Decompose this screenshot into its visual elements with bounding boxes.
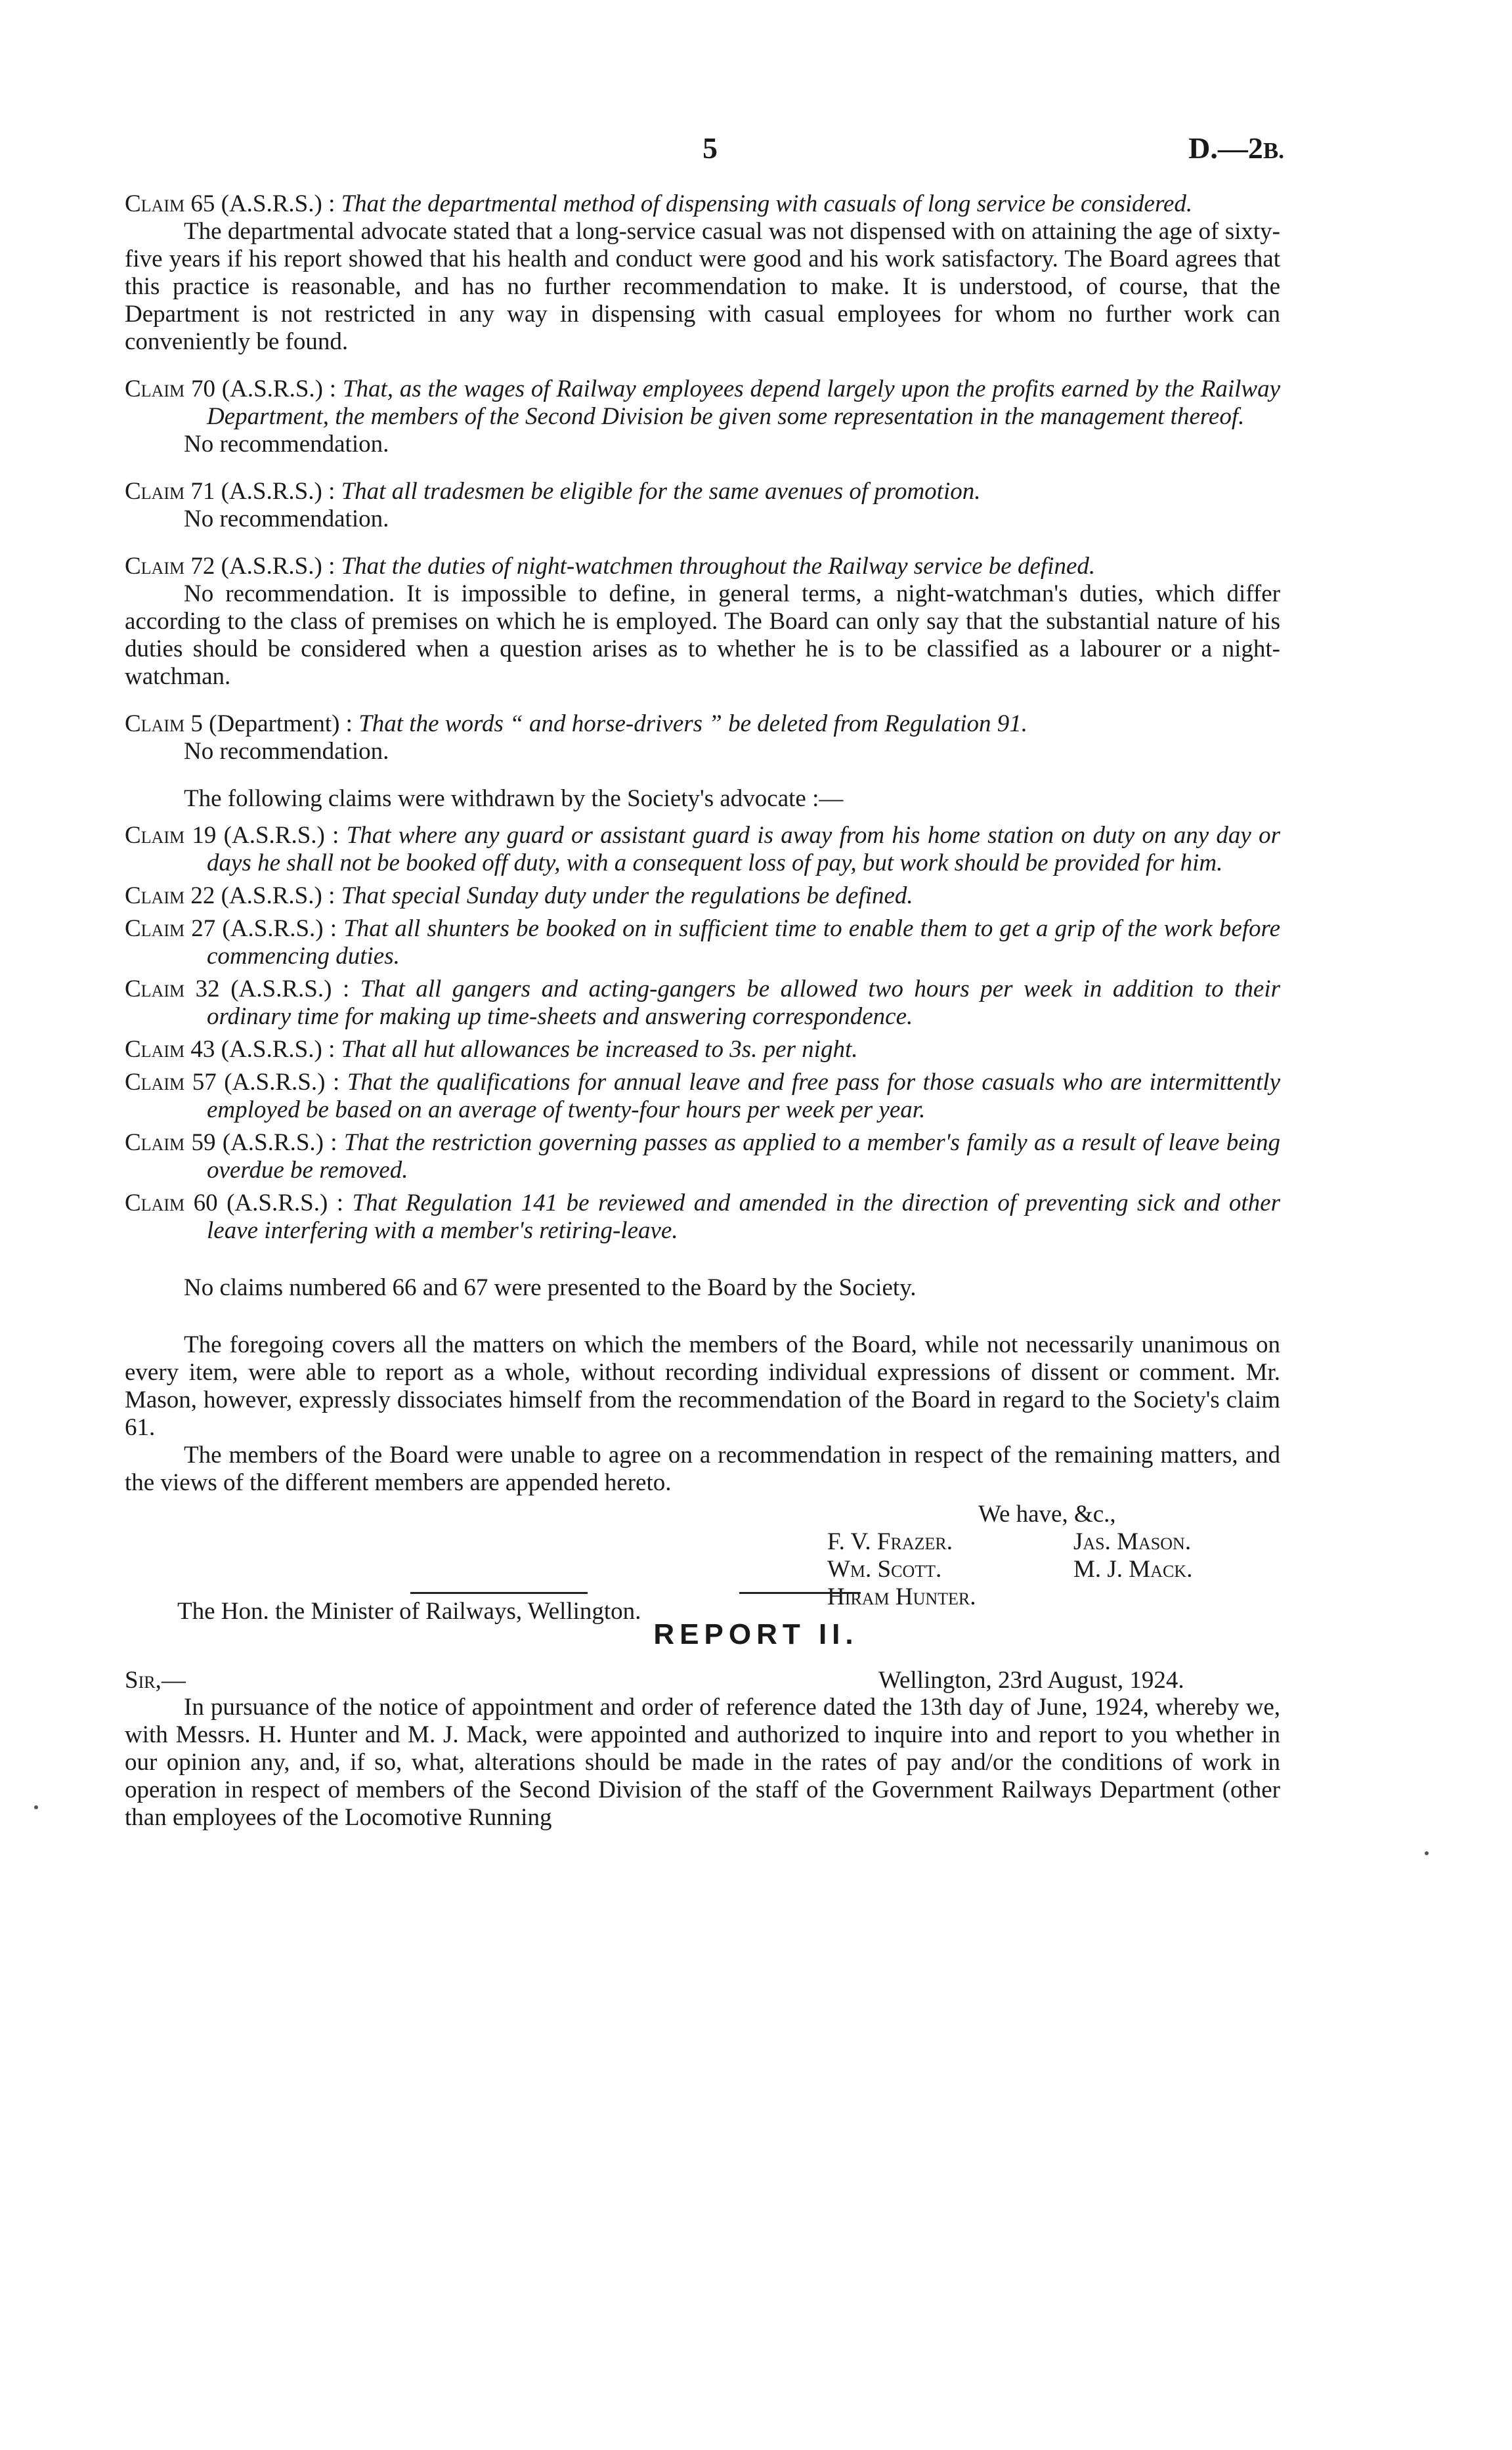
claim-body: The departmental advocate stated that a long-service casual was not dispensed with on attaining the age of sixty-five years if his report showed that his health and conduct were good and his work satisfactory. The Board agrees that this practice is reasonable, and has no further recommendation to make. It is understood, of course, that the Department is not restricted in any way in dispensing with casual employees for whom no further work can conveniently be found. [125, 218, 1280, 355]
claim-71 [125, 478, 1280, 533]
claim-text: That the words “ and horse-drivers ” be deleted from Regulation 91. [358, 710, 1028, 737]
salutation: Sir,— [125, 1667, 186, 1694]
conclusion-paragraph-2: The members of the Board were unable to agree on a recommendation in respect of the remaining matters, and the views of the different members are appended hereto. [125, 1442, 1280, 1496]
scan-mark [1425, 1851, 1429, 1855]
report-paragraph: In pursuance of the notice of appointment and order of reference dated the 13th day of June, 1924, whereby we, with Messrs. H. Hunter and M. J. Mack, were appointed and authorized to inquire into and report to you whether in our opinion any, and, if so, what, alterations should be made in the rates of pay and/or the conditions of work in operation in respect of members of the Second Division of the staff of the Government Railways Department (other than employees of the Locomotive Running [125, 1694, 1280, 1831]
claim-5-department [125, 710, 1280, 765]
signoff-block [125, 1501, 1280, 1625]
claim-body: No recommendation. [184, 431, 389, 458]
scan-mark [34, 1805, 38, 1809]
conclusion-paragraph-1: The foregoing covers all the matters on which the members of the Board, while not necessarily unanimous on every item, were able to report as a whole, without recording individual expressions of dissent or comment. Mr. Mason, however, expressly dissociates himself from the recommendation of the Board in regard to the Society's claim 61. [125, 1331, 1280, 1441]
withdrawn-claim-60: Claim 60 (A.S.R.S.) : That Regulation 141 be reviewed and amended in the direction of preventing sick and other leave interfering with a member's retiring-leave. [125, 1190, 1280, 1244]
claim-72 [125, 553, 1280, 691]
date-line: Wellington, 23rd August, 1924. [878, 1667, 1184, 1694]
withdrawn-claim-32: Claim 32 (A.S.R.S.) : That all gangers and acting-gangers be allowed two hours per week in addition to their ordinary time for making up time-sheets and answering correspondence. [125, 976, 1280, 1030]
claim-text: That, as the wages of Railway employees depend largely upon the profits earned by the Railway Department, the members of the Second Division be given some representation in the management thereof. [207, 376, 1280, 430]
withdrawn-claim-57: Claim 57 (A.S.R.S.) : That the qualifications for annual leave and free pass for those casuals who are intermittently employed be based on an average of twenty-four hours per week per year. [125, 1069, 1280, 1123]
document-code-main: D.—2 [1188, 131, 1263, 165]
claim-heading: Claim 65 (A.S.R.S.) : That the departmental method of dispensing with casuals of long service be considered. [125, 190, 1193, 217]
withdrawn-claim-27: Claim 27 (A.S.R.S.) : That all shunters be booked on in sufficient time to enable them to get a grip of the work before commencing duties. [125, 915, 1281, 970]
report-title: REPORT II. [653, 1618, 859, 1650]
report-body [125, 1694, 1280, 1832]
claim-body: No recommendation. [184, 505, 389, 532]
claim-text: That the duties of night-watchmen throughout the Railway service be defined. [341, 553, 1096, 580]
salutation-line [125, 1666, 1280, 1694]
signature-frazer: F. V. Frazer. [827, 1528, 953, 1555]
withdrawn-claim-22: Claim 22 (A.S.R.S.) : That special Sunday duty under the regulations be defined. [125, 882, 913, 909]
withdrawn-claims-list [125, 822, 1280, 1245]
document-code-suffix: B. [1263, 138, 1284, 163]
signature-mason: Jas. Mason. [1073, 1528, 1192, 1555]
withdrawn-claim-43: Claim 43 (A.S.R.S.) : That all hut allowances be increased to 3s. per night. [125, 1036, 858, 1063]
claim-65 [125, 190, 1280, 356]
claim-heading: Claim 70 (A.S.R.S.) : That, as the wages of Railway employees depend largely upon the profits earned by the Railway Department, the members of the Second Division be given some representation in the management thereof. [125, 376, 1280, 430]
addressee-line: The Hon. the Minister of Railways, Wellington. [177, 1598, 641, 1625]
page-header [125, 131, 1284, 174]
section-divider [739, 1592, 861, 1594]
no-claims-note: No claims numbered 66 and 67 were presented to the Board by the Society. [184, 1274, 917, 1301]
withdrawn-intro: The following claims were withdrawn by the Society's advocate :— [184, 785, 844, 812]
section-divider [410, 1592, 588, 1594]
signature-hunter: Hiram Hunter. [827, 1583, 976, 1610]
claim-text: That all tradesmen be eligible for the same avenues of promotion. [341, 478, 981, 505]
claim-body: No recommendation. [184, 738, 389, 765]
withdrawn-claim-19: Claim 19 (A.S.R.S.) : That where any guard or assistant guard is away from his home station on duty on any day or days he shall not be booked off duty, with a consequent loss of pay, but work should be provided for him. [125, 822, 1280, 876]
claim-heading: Claim 71 (A.S.R.S.) : That all tradesmen be eligible for the same avenues of promotion. [125, 478, 981, 505]
claim-heading: Claim 72 (A.S.R.S.) : That the duties of night-watchmen throughout the Railway service be defined. [125, 553, 1096, 580]
document-page [125, 131, 1284, 1625]
we-have-line: We have, &c., [978, 1501, 1116, 1528]
page-number: 5 [702, 131, 718, 165]
claim-heading: Claim 5 (Department) : That the words “ and horse-drivers ” be deleted from Regulation 91. [125, 710, 1028, 737]
signature-scott: Wm. Scott. [827, 1556, 942, 1583]
signature-mack: M. J. Mack. [1073, 1556, 1193, 1583]
claim-text: That the departmental method of dispensing with casuals of long service be considered. [341, 190, 1193, 217]
claim-body: No recommendation. It is impossible to define, in general terms, a night-watchman's duties, which differ according to the class of premises on which he is employed. The Board can only say that the substantial nature of his duties should be considered when a question arises as to whether he is to be classified as a labourer or a night-watchman. [125, 580, 1280, 690]
withdrawn-claim-59: Claim 59 (A.S.R.S.) : That the restriction governing passes as applied to a member's family as a result of leave being overdue be removed. [125, 1129, 1280, 1184]
document-code [1188, 131, 1284, 165]
claim-70 [125, 376, 1280, 458]
